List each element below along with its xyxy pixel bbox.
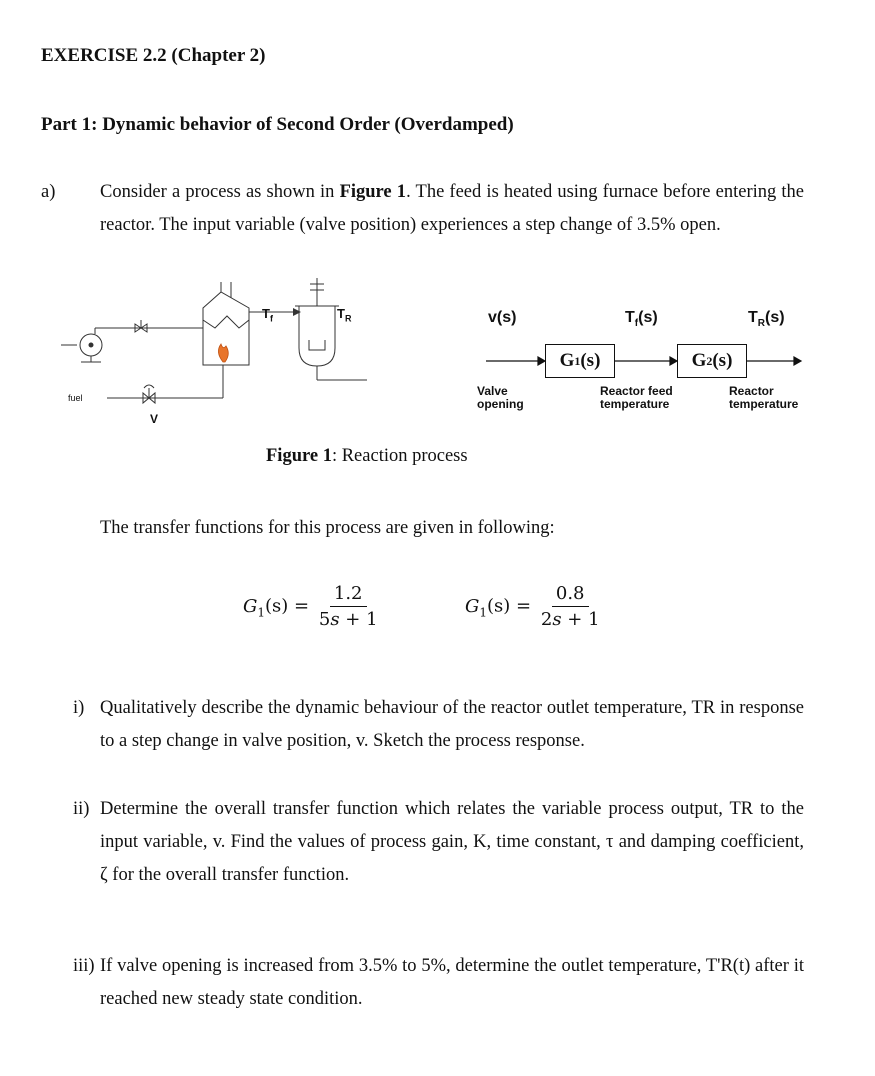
tf-label: $T_f$	[262, 306, 273, 324]
block-g2: G 2 (s)	[677, 344, 747, 378]
part-title: Part 1: Dynamic behavior of Second Order (Overdamped)	[41, 114, 514, 135]
block-g1: G 1 (s)	[545, 344, 615, 378]
equation-2-numerator: 0.8	[552, 583, 589, 607]
input-signal-label: v(s)	[488, 309, 517, 326]
question-3-label: iii)	[73, 956, 95, 976]
exercise-title: EXERCISE 2.2 (Chapter 2)	[41, 45, 266, 66]
block-diagram-arrows	[480, 340, 810, 380]
question-3-text: If valve opening is increased from 3.5% to 5%, determine the outlet temperature, T'R(t) after it reached new steady state condition.	[100, 956, 804, 1009]
mid-signal-label: $T_f(s)$	[625, 309, 658, 330]
question-2-text: Determine the overall transfer function which relates the variable process output, TR to the input variable, v. Find the values of process gain, K, time constant, τ and damping coefficient, ζ for the overall transfer function.	[100, 799, 804, 885]
equation-1: $G_1(s)$ = $\frac{1.2}{5s + 1}$	[243, 583, 382, 630]
mid-description: Reactor feed temperature	[600, 384, 673, 411]
equation-1-numerator: 1.2	[330, 583, 367, 607]
flame-icon	[218, 344, 228, 362]
tr-label: $T_R$	[337, 306, 352, 324]
intro-figure-ref: Figure 1	[339, 182, 407, 202]
fuel-label: fuel	[68, 393, 83, 403]
equation-1-denominator: 5s + 1	[318, 609, 378, 630]
valve-label: V	[150, 412, 159, 426]
input-description: Valve opening	[477, 384, 524, 411]
figure-caption: Figure 1: Reaction process	[266, 446, 468, 466]
question-1-label: i)	[73, 698, 85, 718]
intro-paragraph	[100, 176, 804, 242]
reactor-icon	[299, 306, 335, 366]
output-signal-label: $T_R(s)$	[748, 309, 785, 330]
intro-text-1: Consider a process as shown in	[100, 182, 340, 202]
intro-text-2: . The feed is heated using furnace before entering the reactor. The input variable (valve position) experiences a step change of 3.5% open.	[100, 182, 805, 235]
output-description: Reactor temperature	[729, 384, 799, 411]
intro-label: a)	[41, 182, 56, 202]
equation-2-denominator: 2s + 1	[540, 609, 600, 630]
process-schematic	[55, 270, 385, 430]
question-2-label: ii)	[73, 799, 90, 819]
transfer-intro: The transfer functions for this process are given in following:	[100, 518, 555, 538]
equation-2: $G_1(s)$ = $\frac{0.8}{2s + 1}$	[465, 583, 604, 630]
question-1-text: Qualitatively describe the dynamic behaviour of the reactor outlet temperature, TR in response to a step change in valve position, v. Sketch the process response.	[100, 698, 804, 751]
